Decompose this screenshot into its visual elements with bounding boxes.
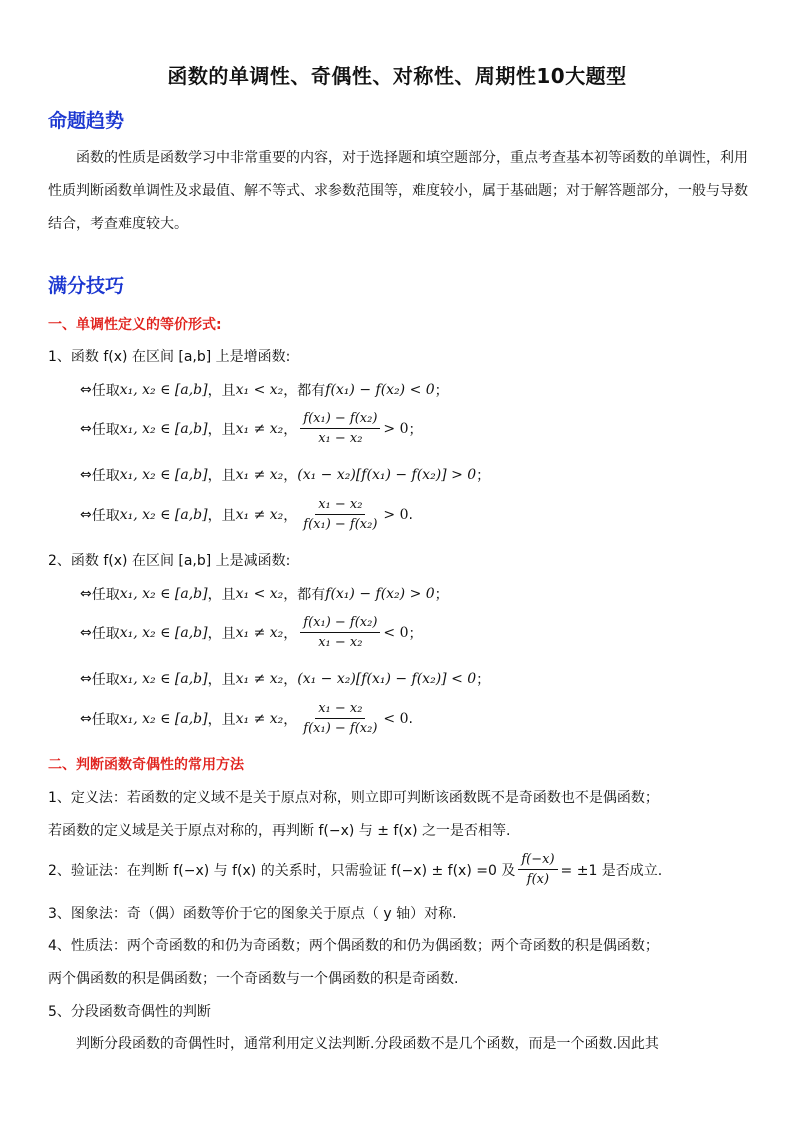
var-set: x₁, x₂ ∈ [a,b]	[119, 420, 208, 437]
and-label: ，且	[207, 587, 236, 603]
and-label: ，且	[207, 468, 236, 484]
var-set: x₁, x₂ ∈ [a,b]	[119, 586, 208, 602]
var-set: x₁, x₂ ∈ [a,b]	[119, 506, 208, 523]
row-end: ；	[476, 672, 491, 688]
relation: > 0	[383, 506, 409, 523]
comma: ，	[283, 421, 298, 438]
increasing-intro: 1、函数 f(x) 在区间 [a,b] 上是增函数:	[48, 349, 291, 365]
section-heading-skills: 满分技巧	[48, 275, 125, 297]
method2-line	[48, 851, 662, 888]
fraction-numerator: x₁ − x₂	[315, 496, 365, 515]
method5-paragraph: 判断分段函数的奇偶性时，通常利用定义法判断.分段函数不是几个函数，而是一个函数.因此其	[76, 1036, 659, 1052]
dec-row-3	[80, 669, 490, 689]
fraction	[300, 410, 380, 447]
row-end: ；	[434, 587, 449, 603]
comma: ，	[283, 625, 298, 642]
take-label: 任取	[91, 587, 120, 603]
fraction-denominator: x₁ − x₂	[318, 431, 363, 446]
method2-fraction	[518, 851, 557, 888]
inc-row-3	[80, 465, 490, 485]
expression: (x₁ − x₂)[f(x₁) − f(x₂)] > 0	[297, 467, 477, 483]
take-label: 任取	[91, 625, 120, 642]
fraction-numerator: x₁ − x₂	[315, 700, 365, 719]
trend-paragraph-text: 函数的性质是函数学习中非常重要的内容，对于选择题和填空题部分，重点考查基本初等函数的单调性，利用性质判断函数单调性及求最值、解不等式、求参数范围等，难度较小，属于基础题；对于解答题部分，一般与导数结合，考查难度较大。	[48, 150, 748, 232]
row-end: ；	[408, 421, 423, 438]
method3-line: 3、图象法：奇（偶）函数等价于它的图象关于原点（ y 轴）对称.	[48, 906, 457, 922]
equiv-symbol: ⇔	[80, 420, 92, 437]
dec-row-1	[80, 584, 449, 604]
relation: > 0	[383, 420, 409, 437]
and-label: ，且	[207, 625, 236, 642]
fraction	[300, 700, 380, 737]
var-set: x₁, x₂ ∈ [a,b]	[119, 624, 208, 641]
comma: ，	[283, 507, 298, 524]
row-end: ；	[434, 383, 449, 399]
method5-line: 5、分段函数奇偶性的判断	[48, 1004, 211, 1020]
method2-post: = ±1 是否成立.	[560, 862, 663, 879]
var-set: x₁, x₂ ∈ [a,b]	[119, 467, 208, 483]
var-set: x₁, x₂ ∈ [a,b]	[119, 382, 208, 398]
equiv-symbol: ⇔	[80, 586, 92, 602]
fraction	[300, 614, 380, 651]
comma: ，	[283, 468, 298, 484]
relation: < 0	[383, 710, 409, 727]
condition: x₁ ≠ x₂	[235, 624, 284, 641]
take-label: 任取	[91, 383, 120, 399]
dec-row-4	[80, 700, 413, 737]
condition: x₁ ≠ x₂	[235, 467, 284, 483]
fraction-denominator: x₁ − x₂	[318, 635, 363, 650]
decreasing-intro: 2、函数 f(x) 在区间 [a,b] 上是减函数:	[48, 553, 291, 569]
take-label: 任取	[91, 421, 120, 438]
subsection-heading-monotonic: 一、单调性定义的等价形式:	[48, 317, 222, 333]
condition: x₁ ≠ x₂	[235, 420, 284, 437]
and-label: ，且	[207, 672, 236, 688]
fraction-denominator: f(x₁) − f(x₂)	[303, 721, 378, 736]
expression: f(x₁) − f(x₂) < 0	[325, 382, 435, 398]
equiv-symbol: ⇔	[80, 671, 92, 687]
fraction-numerator: f(−x)	[518, 851, 557, 870]
method1-line2: 若函数的定义域是关于原点对称的，再判断 f(−x) 与 ± f(x) 之一是否相等.	[48, 823, 511, 839]
dec-row-2	[80, 614, 423, 651]
var-set: x₁, x₂ ∈ [a,b]	[119, 710, 208, 727]
method1-line1: 1、定义法：若函数的定义域不是关于原点对称，则立即可判断该函数既不是奇函数也不是偶函数；	[48, 790, 659, 806]
subsection-heading-parity: 二、判断函数奇偶性的常用方法	[48, 757, 244, 773]
fraction	[300, 496, 380, 533]
and-label: ，且	[207, 383, 236, 399]
inc-row-1	[80, 380, 449, 400]
take-label: 任取	[91, 468, 120, 484]
row-end: ；	[476, 468, 491, 484]
and-label: ，且	[207, 421, 236, 438]
row-end: .	[408, 710, 413, 727]
fraction-denominator: f(x₁) − f(x₂)	[303, 517, 378, 532]
equiv-symbol: ⇔	[80, 382, 92, 398]
row-end: .	[408, 506, 413, 523]
method4-line1: 4、性质法：两个奇函数的和仍为奇函数；两个偶函数的和仍为偶函数；两个奇函数的积是偶函数；	[48, 938, 659, 954]
inc-row-2	[80, 410, 423, 447]
section-heading-trend: 命题趋势	[48, 110, 125, 132]
condition: x₁ ≠ x₂	[235, 671, 284, 687]
all-have-label: ，都有	[283, 383, 326, 399]
var-set: x₁, x₂ ∈ [a,b]	[119, 671, 208, 687]
page-title: 函数的单调性、奇偶性、对称性、周期性10大题型	[167, 64, 627, 88]
inc-row-4	[80, 496, 413, 533]
relation: < 0	[383, 624, 409, 641]
take-label: 任取	[91, 672, 120, 688]
equiv-symbol: ⇔	[80, 506, 92, 523]
comma: ，	[283, 672, 298, 688]
all-have-label: ，都有	[283, 587, 326, 603]
fraction-numerator: f(x₁) − f(x₂)	[300, 614, 380, 633]
row-end: ；	[408, 625, 423, 642]
method2-pre: 2、验证法：在判断 f(−x) 与 f(x) 的关系时，只需验证 f(−x) ± f(x) =0 及	[48, 862, 516, 879]
and-label: ，且	[207, 507, 236, 524]
method4-line2: 两个偶函数的积是偶函数；一个奇函数与一个偶函数的积是奇函数.	[48, 971, 459, 987]
take-label: 任取	[91, 711, 120, 728]
equiv-symbol: ⇔	[80, 710, 92, 727]
fraction-denominator: f(x)	[526, 872, 550, 887]
equiv-symbol: ⇔	[80, 467, 92, 483]
condition: x₁ < x₂	[235, 382, 284, 398]
fraction-numerator: f(x₁) − f(x₂)	[300, 410, 380, 429]
trend-paragraph	[48, 142, 748, 241]
condition: x₁ ≠ x₂	[235, 710, 284, 727]
condition: x₁ ≠ x₂	[235, 506, 284, 523]
condition: x₁ < x₂	[235, 586, 284, 602]
equiv-symbol: ⇔	[80, 624, 92, 641]
comma: ，	[283, 711, 298, 728]
and-label: ，且	[207, 711, 236, 728]
expression: f(x₁) − f(x₂) > 0	[325, 586, 435, 602]
take-label: 任取	[91, 507, 120, 524]
expression: (x₁ − x₂)[f(x₁) − f(x₂)] < 0	[297, 671, 477, 687]
